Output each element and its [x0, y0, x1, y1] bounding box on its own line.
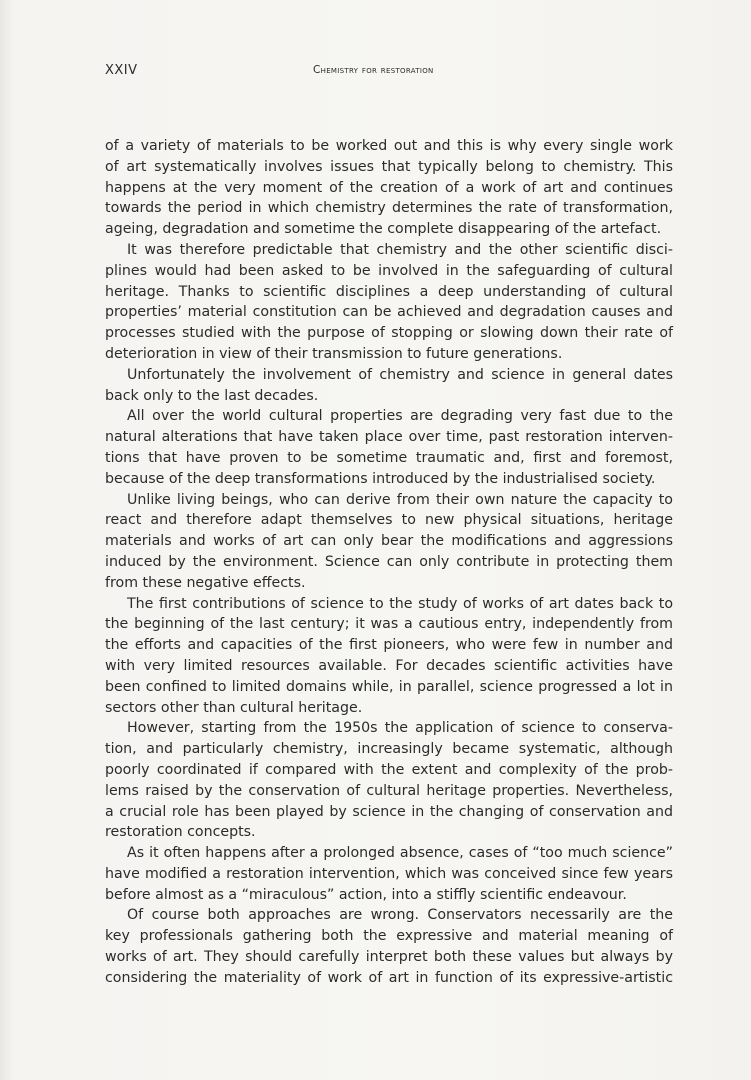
- text-line: with very limited resources available. For decades scientific activities have: [105, 657, 673, 674]
- page-header: [105, 63, 673, 83]
- text-line: from these negative effects.: [105, 574, 306, 591]
- page-number: XXIV: [105, 63, 138, 78]
- text-line: Of course both approaches are wrong. Conservators necessarily are the: [127, 907, 673, 924]
- running-title: Chemistry for restoration: [313, 64, 434, 76]
- body-text: [105, 136, 673, 989]
- text-line: considering the materiality of work of art in function of its expressive-artistic: [105, 969, 673, 986]
- text-line: the beginning of the last century; it was a cautious entry, independently from: [105, 616, 673, 633]
- text-line: of art systematically involves issues that typically belong to chemistry. This: [105, 158, 673, 175]
- text-line: sectors other than cultural heritage.: [105, 699, 363, 716]
- text-line: of a variety of materials to be worked out and this is why every single work: [105, 138, 673, 154]
- text-line: back only to the last decades.: [105, 387, 319, 404]
- text-line: materials and works of art can only bear the modifications and aggressions: [105, 533, 673, 550]
- text-line: properties’ material constitution can be achieved and degradation causes and: [105, 304, 673, 321]
- text-line: poorly coordinated if compared with the extent and complexity of the prob-: [105, 761, 673, 778]
- text-line: have modified a restoration intervention, which was conceived since few years: [105, 865, 673, 882]
- text-line: All over the world cultural properties are degrading very fast due to the: [127, 408, 673, 425]
- text-line: key professionals gathering both the expressive and material meaning of: [105, 928, 673, 945]
- text-line: As it often happens after a prolonged absence, cases of “too much science”: [127, 845, 673, 862]
- text-line: tions that have proven to be sometime traumatic and, first and foremost,: [105, 449, 673, 466]
- text-line: plines would had been asked to be involved in the safeguarding of cultural: [105, 262, 673, 279]
- text-line: lems raised by the conservation of cultural heritage properties. Nevertheless,: [105, 782, 673, 799]
- text-line: restoration concepts.: [105, 824, 256, 841]
- text-line: the efforts and capacities of the first pioneers, who were few in number and: [105, 637, 673, 654]
- text-line: towards the period in which chemistry determines the rate of transformation,: [105, 200, 673, 217]
- text-line: natural alterations that have taken place over time, past restoration interven-: [105, 429, 673, 446]
- text-line: before almost as a “miraculous” action, into a stiffly scientific endeavour.: [105, 886, 627, 903]
- text-line: Unfortunately the involvement of chemistry and science in general dates: [127, 366, 673, 383]
- text-line: Unlike living beings, who can derive from their own nature the capacity to: [127, 491, 673, 508]
- text-line: ageing, degradation and sometime the complete disappearing of the artefact.: [105, 221, 662, 238]
- text-line: tion, and particularly chemistry, increasingly became systematic, although: [105, 741, 673, 758]
- text-line: happens at the very moment of the creation of a work of art and continues: [105, 179, 673, 196]
- text-line: induced by the environment. Science can only contribute in protecting them: [105, 553, 673, 570]
- text-line: The first contributions of science to the study of works of art dates back to: [127, 595, 673, 612]
- text-line: heritage. Thanks to scientific disciplines a deep understanding of cultural: [105, 283, 673, 300]
- text-line: because of the deep transformations introduced by the industrialised society.: [105, 470, 656, 487]
- text-line: been confined to limited domains while, in parallel, science progressed a lot in: [105, 678, 673, 695]
- text-line: react and therefore adapt themselves to new physical situations, heritage: [105, 512, 673, 529]
- text-line: It was therefore predictable that chemistry and the other scientific disci-: [127, 241, 673, 258]
- text-line: deterioration in view of their transmission to future generations.: [105, 345, 563, 362]
- text-line: However, starting from the 1950s the application of science to conserva-: [127, 720, 673, 737]
- text-line: works of art. They should carefully interpret both these values but always by: [105, 949, 673, 966]
- text-line: a crucial role has been played by science in the changing of conservation and: [105, 803, 673, 820]
- text-line: processes studied with the purpose of stopping or slowing down their rate of: [105, 325, 673, 342]
